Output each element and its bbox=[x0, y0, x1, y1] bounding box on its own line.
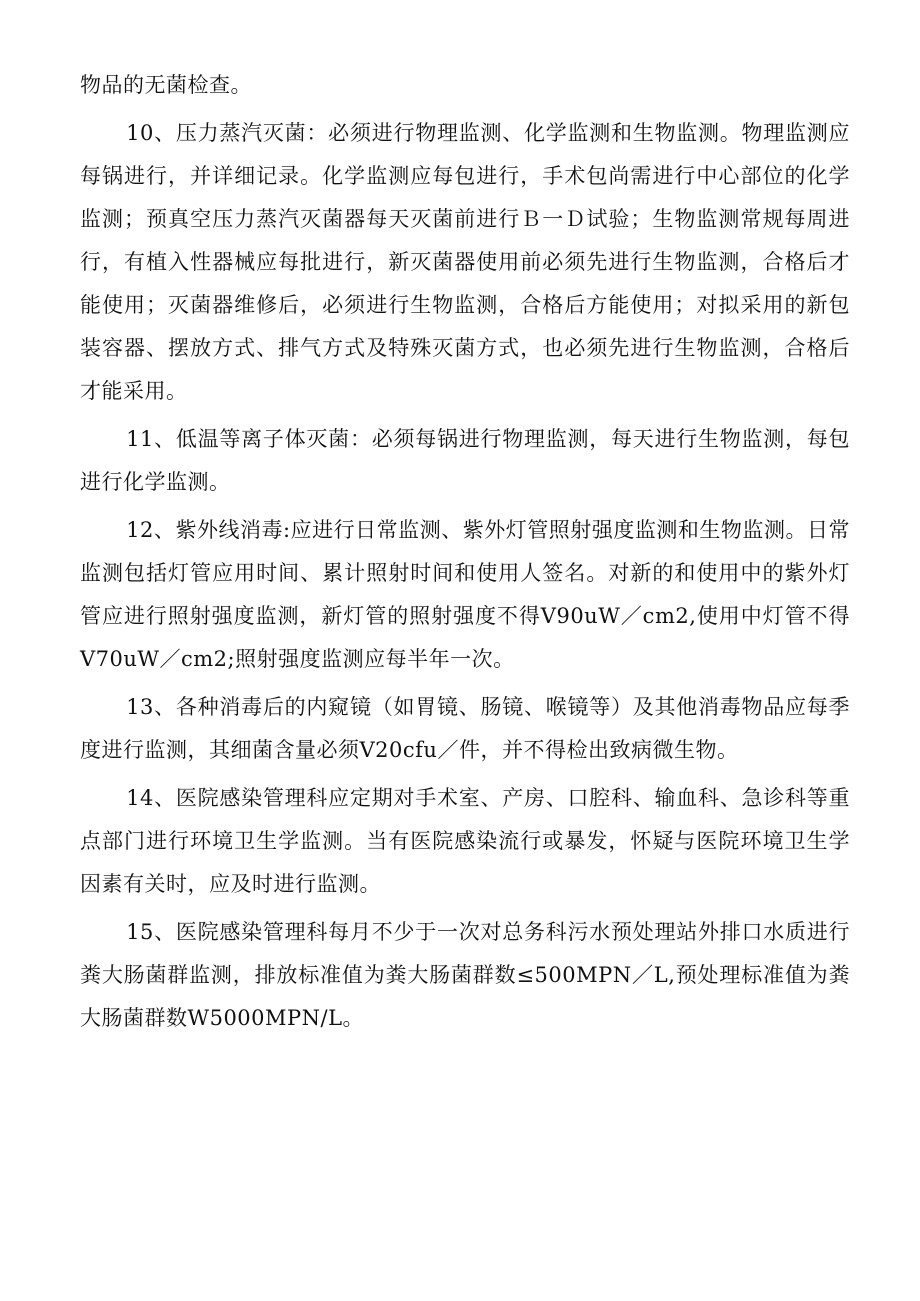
paragraph-item-11: 11、低温等离子体灭菌：必须每锅进行物理监测，每天进行生物监测，每包进行化学监测。 bbox=[80, 427, 850, 494]
paragraph-item-13: 13、各种消毒后的内窥镜（如胃镜、肠镜、喉镜等）及其他消毒物品应每季度进行监测，其细菌含量必须V20cfu／件，并不得检出致病微生物。 bbox=[80, 695, 850, 762]
paragraph-continuation: 物品的无菌检查。 bbox=[80, 73, 252, 97]
paragraph-item-12: 12、紫外线消毒:应进行日常监测、紫外灯管照射强度监测和生物监测。日常监测包括灯管应用时间、累计照射时间和使用人签名。对新的和使用中的紫外灯管应进行照射强度监测，新灯管的照射强度不得V90uW／cm2,使用中灯管不得V70uW／cm2;照射强度监测应每半年一次。 bbox=[80, 518, 850, 671]
paragraph-item-14: 14、医院感染管理科应定期对手术室、产房、口腔科、输血科、急诊科等重点部门进行环境卫生学监测。当有医院感染流行或暴发，怀疑与医院环境卫生学因素有关时，应及时进行监测。 bbox=[80, 786, 850, 896]
paragraph-item-15: 15、医院感染管理科每月不少于一次对总务科污水预处理站外排口水质进行粪大肠菌群监测，排放标准值为粪大肠菌群数≤500MPN／L,预处理标准值为粪大肠菌群数W5000MPN/L。 bbox=[80, 920, 850, 1030]
paragraph-item-10: 10、压力蒸汽灭菌：必须进行物理监测、化学监测和生物监测。物理监测应每锅进行，并详细记录。化学监测应每包进行，手术包尚需进行中心部位的化学监测；预真空压力蒸汽灭菌器每天灭菌前进行Ｂ一Ｄ试验；生物监测常规每周进行，有植入性器械应每批进行，新灭菌器使用前必须先进行生物监测，合格后才能使用；灭菌器维修后，必须进行生物监测，合格后方能使用；对拟采用的新包装容器、摆放方式、排气方式及特殊灭菌方式，也必须先进行生物监测，合格后才能采用。 bbox=[80, 121, 850, 403]
document-body bbox=[80, 64, 850, 1045]
